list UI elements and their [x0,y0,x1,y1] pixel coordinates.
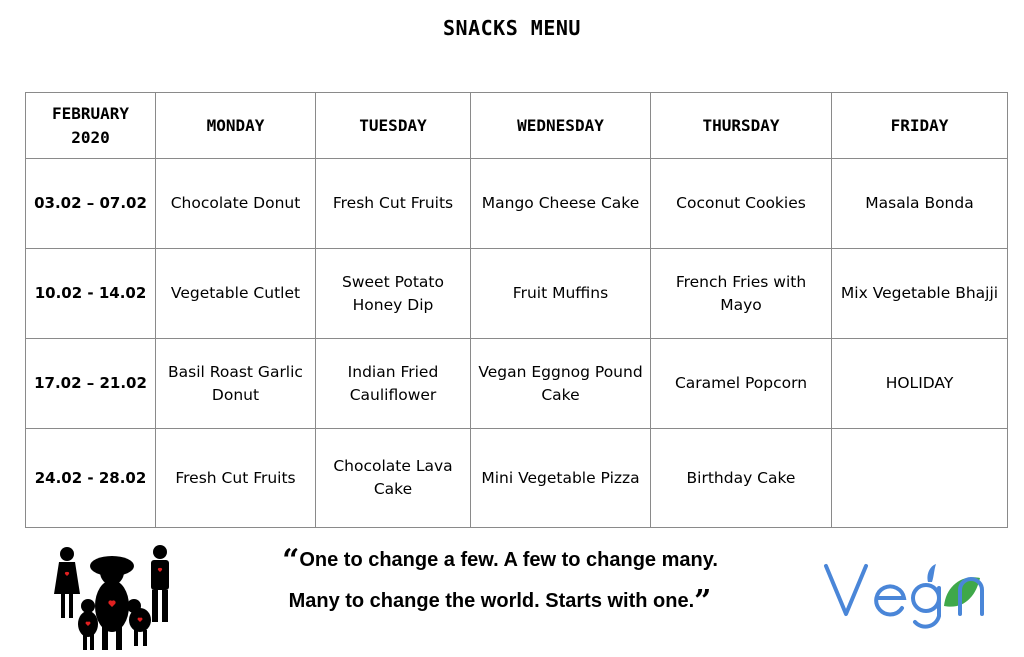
page-title: SNACKS MENU [443,16,581,40]
day-header-wednesday: WEDNESDAY [471,93,651,159]
table-row [26,249,1008,339]
week-range: 24.02 - 28.02 [26,429,156,528]
menu-cell: Chocolate Donut [156,159,316,249]
day-header-thursday: THURSDAY [651,93,832,159]
table-row [26,429,1008,528]
menu-cell: Basil Roast Garlic Donut [156,339,316,429]
footer [0,530,1024,657]
quote-line-2 [200,581,800,622]
menu-cell: HOLIDAY [832,339,1008,429]
motto-quote [200,540,800,622]
menu-cell: Mini Vegetable Pizza [471,429,651,528]
menu-cell: Masala Bonda [832,159,1008,249]
open-quote-mark: “ [282,543,300,578]
menu-cell: Sweet Potato Honey Dip [316,249,471,339]
day-header-monday: MONDAY [156,93,316,159]
menu-cell: Vegan Eggnog Pound Cake [471,339,651,429]
menu-cell: Fresh Cut Fruits [156,429,316,528]
rabbit-icon [927,564,936,582]
month-header [26,93,156,159]
week-range: 03.02 – 07.02 [26,159,156,249]
people-and-animals-icon [52,544,177,654]
menu-cell: Fruit Muffins [471,249,651,339]
menu-cell: Mix Vegetable Bhajji [832,249,1008,339]
header-row [26,93,1008,159]
quote-line-1-text: One to change a few. A few to change many. [299,549,718,571]
menu-cell: Chocolate Lava Cake [316,429,471,528]
menu-cell [832,429,1008,528]
quote-line-2-text: Many to change the world. Starts with one. [288,590,695,612]
month-label: FEBRUARY [51,103,130,123]
table-row [26,339,1008,429]
vegan-logo [822,552,1002,632]
menu-cell: Caramel Popcorn [651,339,832,429]
menu-cell: Vegetable Cutlet [156,249,316,339]
day-header-friday: FRIDAY [832,93,1008,159]
snacks-menu-table [25,92,1008,528]
year-label: 2020 [71,127,110,147]
week-range: 17.02 – 21.02 [26,339,156,429]
menu-cell: Indian Fried Cauliflower [316,339,471,429]
close-quote-mark: ” [694,584,712,619]
menu-cell: Birthday Cake [651,429,832,528]
table-row [26,159,1008,249]
week-range: 10.02 - 14.02 [26,249,156,339]
menu-cell: Coconut Cookies [651,159,832,249]
quote-line-1 [200,540,800,581]
menu-cell: French Fries with Mayo [651,249,832,339]
menu-cell: Mango Cheese Cake [471,159,651,249]
day-header-tuesday: TUESDAY [316,93,471,159]
menu-cell: Fresh Cut Fruits [316,159,471,249]
